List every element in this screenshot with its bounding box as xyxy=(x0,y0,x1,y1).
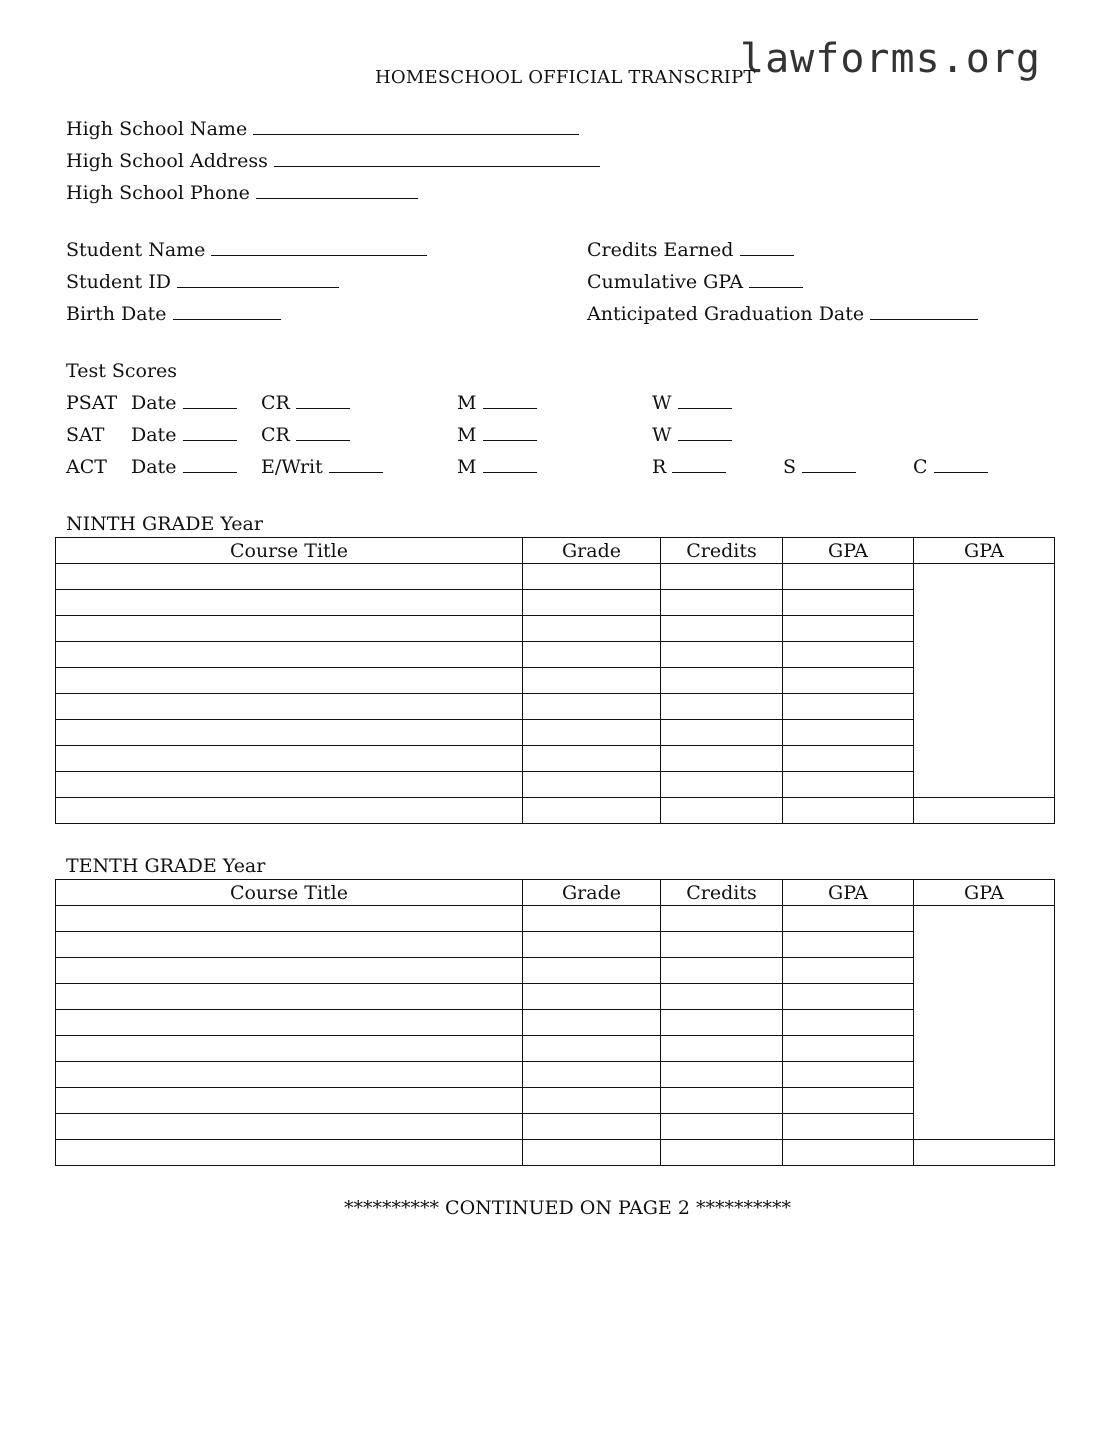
tenth-col-gpa-total: GPA xyxy=(914,880,1055,906)
grade-cell[interactable] xyxy=(523,1114,661,1140)
school-name-label: High School Name xyxy=(66,118,248,140)
ninth-col-credits: Credits xyxy=(661,538,783,564)
psat-w-row xyxy=(652,392,732,414)
psat-label: PSAT xyxy=(66,392,118,414)
tenth-header-row xyxy=(56,880,1055,906)
school-name-field[interactable] xyxy=(253,118,579,135)
course-title-cell[interactable] xyxy=(56,958,523,984)
act-c-row xyxy=(913,456,988,478)
grade-cell[interactable] xyxy=(523,772,661,798)
credits-earned-label: Credits Earned xyxy=(587,239,734,261)
ninth-col-course-title: Course Title xyxy=(56,538,523,564)
page-title: HOMESCHOOL OFFICIAL TRANSCRIPT xyxy=(375,67,756,88)
grade-cell[interactable] xyxy=(523,1062,661,1088)
act-s-label: S xyxy=(783,456,797,478)
credits-cell[interactable] xyxy=(661,694,783,720)
tenth-grade-table xyxy=(55,879,1055,1166)
gpa-cell[interactable] xyxy=(783,694,914,720)
gpa-cell[interactable] xyxy=(783,932,914,958)
psat-date-row xyxy=(131,392,237,414)
sat-m-label: M xyxy=(457,424,477,446)
school-address-row xyxy=(66,150,600,172)
graduation-date-row xyxy=(587,303,978,325)
credits-earned-row xyxy=(587,239,794,261)
birth-date-field[interactable] xyxy=(173,303,281,320)
sat-cr-label: CR xyxy=(261,424,290,446)
credits-cell[interactable] xyxy=(661,1088,783,1114)
psat-m-label: M xyxy=(457,392,477,414)
school-phone-row xyxy=(66,182,418,204)
watermark-logo: lawforms.org xyxy=(740,36,1041,82)
student-name-label: Student Name xyxy=(66,239,206,261)
gpa-cell[interactable] xyxy=(783,1114,914,1140)
table-row xyxy=(56,958,1055,984)
course-title-cell[interactable] xyxy=(56,1010,523,1036)
act-s-row xyxy=(783,456,856,478)
act-m-field[interactable] xyxy=(483,456,537,473)
table-row xyxy=(56,746,1055,772)
psat-m-field[interactable] xyxy=(483,392,537,409)
grade-cell[interactable] xyxy=(523,590,661,616)
ninth-col-gpa-total: GPA xyxy=(914,538,1055,564)
act-c-field[interactable] xyxy=(934,456,988,473)
ninth-col-gpa: GPA xyxy=(783,538,914,564)
table-row xyxy=(56,668,1055,694)
sat-cr-row xyxy=(261,424,350,446)
psat-m-row xyxy=(457,392,537,414)
act-label: ACT xyxy=(66,456,107,478)
course-title-cell[interactable] xyxy=(56,668,523,694)
credits-cell[interactable] xyxy=(661,932,783,958)
psat-cr-field[interactable] xyxy=(296,392,350,409)
table-row xyxy=(56,616,1055,642)
grade-cell[interactable] xyxy=(523,1140,661,1166)
birth-date-label: Birth Date xyxy=(66,303,167,325)
credits-cell[interactable] xyxy=(661,958,783,984)
table-row xyxy=(56,798,1055,824)
birth-date-row xyxy=(66,303,281,325)
course-title-cell[interactable] xyxy=(56,984,523,1010)
tenth-col-credits: Credits xyxy=(661,880,783,906)
act-r-field[interactable] xyxy=(672,456,726,473)
credits-cell[interactable] xyxy=(661,668,783,694)
course-title-cell[interactable] xyxy=(56,720,523,746)
grade-cell[interactable] xyxy=(523,564,661,590)
gpa-cell[interactable] xyxy=(783,772,914,798)
gpa-cell[interactable] xyxy=(783,1140,914,1166)
gpa-cell[interactable] xyxy=(783,798,914,824)
tenth-col-course-title: Course Title xyxy=(56,880,523,906)
course-title-cell[interactable] xyxy=(56,564,523,590)
psat-date-label: Date xyxy=(131,392,177,414)
grade-cell[interactable] xyxy=(523,1088,661,1114)
school-phone-label: High School Phone xyxy=(66,182,250,204)
course-title-cell[interactable] xyxy=(56,590,523,616)
table-row xyxy=(56,984,1055,1010)
school-address-label: High School Address xyxy=(66,150,268,172)
table-row xyxy=(56,1062,1055,1088)
table-row xyxy=(56,906,1055,932)
act-ewrit-label: E/Writ xyxy=(261,456,323,478)
tenth-col-grade: Grade xyxy=(523,880,661,906)
table-row xyxy=(56,1036,1055,1062)
ninth-col-grade: Grade xyxy=(523,538,661,564)
student-id-row xyxy=(66,271,339,293)
ninth-header-row xyxy=(56,538,1055,564)
sat-date-label: Date xyxy=(131,424,177,446)
tenth-col-gpa: GPA xyxy=(783,880,914,906)
gpa-cell[interactable] xyxy=(783,642,914,668)
act-m-label: M xyxy=(457,456,477,478)
credits-cell[interactable] xyxy=(661,1062,783,1088)
grade-cell[interactable] xyxy=(523,746,661,772)
sat-date-field[interactable] xyxy=(183,424,237,441)
table-row xyxy=(56,642,1055,668)
table-row xyxy=(56,1088,1055,1114)
act-date-field[interactable] xyxy=(183,456,237,473)
gpa-cell[interactable] xyxy=(783,1036,914,1062)
student-name-row xyxy=(66,239,427,261)
grade-cell[interactable] xyxy=(523,984,661,1010)
table-row xyxy=(56,772,1055,798)
graduation-date-field[interactable] xyxy=(870,303,978,320)
sat-cr-field[interactable] xyxy=(296,424,350,441)
cumulative-gpa-row xyxy=(587,271,803,293)
grade-cell[interactable] xyxy=(523,932,661,958)
course-title-cell[interactable] xyxy=(56,1062,523,1088)
course-title-cell[interactable] xyxy=(56,694,523,720)
credits-cell[interactable] xyxy=(661,906,783,932)
sat-label: SAT xyxy=(66,424,105,446)
act-date-label: Date xyxy=(131,456,177,478)
psat-cr-label: CR xyxy=(261,392,290,414)
continued-footer: ********** CONTINUED ON PAGE 2 ********** xyxy=(344,1197,791,1219)
gpa-cell[interactable] xyxy=(783,1062,914,1088)
course-title-cell[interactable] xyxy=(56,1036,523,1062)
gpa-cell[interactable] xyxy=(783,1010,914,1036)
credits-cell[interactable] xyxy=(661,746,783,772)
cumulative-gpa-field[interactable] xyxy=(749,271,803,288)
act-ewrit-row xyxy=(261,456,383,478)
credits-cell[interactable] xyxy=(661,616,783,642)
course-title-cell[interactable] xyxy=(56,772,523,798)
sat-w-row xyxy=(652,424,732,446)
act-s-field[interactable] xyxy=(802,456,856,473)
gpa-total-blank xyxy=(914,564,1055,798)
grade-cell[interactable] xyxy=(523,642,661,668)
tenth-grade-heading: TENTH GRADE Year xyxy=(66,855,266,877)
course-title-cell[interactable] xyxy=(56,1114,523,1140)
gpa-cell[interactable] xyxy=(783,564,914,590)
act-r-row xyxy=(652,456,726,478)
gpa-total-cell[interactable] xyxy=(914,798,1055,824)
student-id-label: Student ID xyxy=(66,271,171,293)
sat-m-field[interactable] xyxy=(483,424,537,441)
cumulative-gpa-label: Cumulative GPA xyxy=(587,271,744,293)
test-scores-heading: Test Scores xyxy=(66,360,178,382)
credits-cell[interactable] xyxy=(661,798,783,824)
gpa-cell[interactable] xyxy=(783,616,914,642)
grade-cell[interactable] xyxy=(523,720,661,746)
gpa-cell[interactable] xyxy=(783,984,914,1010)
credits-cell[interactable] xyxy=(661,1140,783,1166)
gpa-total-cell[interactable] xyxy=(914,1140,1055,1166)
table-row xyxy=(56,720,1055,746)
table-row xyxy=(56,1114,1055,1140)
course-title-cell[interactable] xyxy=(56,616,523,642)
act-r-label: R xyxy=(652,456,667,478)
table-row xyxy=(56,694,1055,720)
credits-cell[interactable] xyxy=(661,1114,783,1140)
psat-w-field[interactable] xyxy=(678,392,732,409)
credits-cell[interactable] xyxy=(661,720,783,746)
school-phone-field[interactable] xyxy=(256,182,418,199)
act-m-row xyxy=(457,456,537,478)
gpa-cell[interactable] xyxy=(783,668,914,694)
act-date-row xyxy=(131,456,237,478)
credits-cell[interactable] xyxy=(661,642,783,668)
student-name-field[interactable] xyxy=(211,239,427,256)
table-row xyxy=(56,932,1055,958)
grade-cell[interactable] xyxy=(523,958,661,984)
grade-cell[interactable] xyxy=(523,694,661,720)
psat-date-field[interactable] xyxy=(183,392,237,409)
ninth-grade-table xyxy=(55,537,1055,824)
sat-w-label: W xyxy=(652,424,672,446)
table-row xyxy=(56,564,1055,590)
course-title-cell[interactable] xyxy=(56,746,523,772)
gpa-total-blank xyxy=(914,906,1055,1140)
course-title-cell[interactable] xyxy=(56,798,523,824)
course-title-cell[interactable] xyxy=(56,1140,523,1166)
gpa-cell[interactable] xyxy=(783,906,914,932)
psat-w-label: W xyxy=(652,392,672,414)
ninth-grade-heading: NINTH GRADE Year xyxy=(66,513,263,535)
course-title-cell[interactable] xyxy=(56,906,523,932)
credits-cell[interactable] xyxy=(661,564,783,590)
credits-cell[interactable] xyxy=(661,590,783,616)
school-name-row xyxy=(66,118,579,140)
credits-cell[interactable] xyxy=(661,1036,783,1062)
gpa-cell[interactable] xyxy=(783,720,914,746)
course-title-cell[interactable] xyxy=(56,932,523,958)
gpa-cell[interactable] xyxy=(783,746,914,772)
psat-cr-row xyxy=(261,392,350,414)
course-title-cell[interactable] xyxy=(56,642,523,668)
table-row xyxy=(56,1140,1055,1166)
gpa-cell[interactable] xyxy=(783,1088,914,1114)
grade-cell[interactable] xyxy=(523,1036,661,1062)
grade-cell[interactable] xyxy=(523,906,661,932)
gpa-cell[interactable] xyxy=(783,590,914,616)
grade-cell[interactable] xyxy=(523,668,661,694)
student-id-field[interactable] xyxy=(177,271,339,288)
sat-w-field[interactable] xyxy=(678,424,732,441)
sat-m-row xyxy=(457,424,537,446)
act-c-label: C xyxy=(913,456,928,478)
course-title-cell[interactable] xyxy=(56,1088,523,1114)
grade-cell[interactable] xyxy=(523,1010,661,1036)
act-ewrit-field[interactable] xyxy=(329,456,383,473)
gpa-cell[interactable] xyxy=(783,958,914,984)
table-row xyxy=(56,590,1055,616)
graduation-date-label: Anticipated Graduation Date xyxy=(587,303,865,325)
credits-cell[interactable] xyxy=(661,1010,783,1036)
table-row xyxy=(56,1010,1055,1036)
credits-cell[interactable] xyxy=(661,984,783,1010)
grade-cell[interactable] xyxy=(523,798,661,824)
credits-cell[interactable] xyxy=(661,772,783,798)
sat-date-row xyxy=(131,424,237,446)
school-address-field[interactable] xyxy=(274,150,600,167)
credits-earned-field[interactable] xyxy=(740,239,794,256)
grade-cell[interactable] xyxy=(523,616,661,642)
